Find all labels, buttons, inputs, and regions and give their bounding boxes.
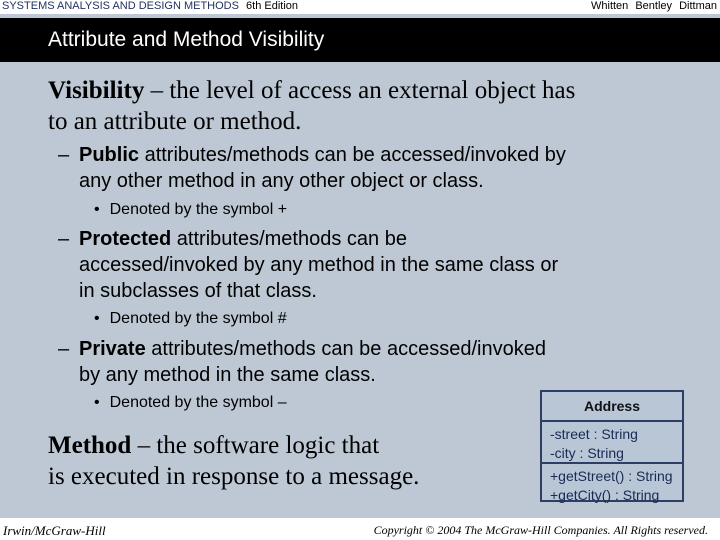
publisher: Irwin/McGraw-Hill bbox=[3, 523, 106, 538]
bullet-glyph: • bbox=[94, 201, 100, 218]
uml-operation: +getCity() : String bbox=[550, 487, 660, 503]
public-term: Public bbox=[79, 144, 140, 166]
book-edition: 6th Edition bbox=[246, 0, 299, 12]
public-item bbox=[58, 142, 678, 194]
protected-item bbox=[58, 226, 678, 304]
private-term: Private bbox=[79, 338, 146, 360]
bullet-glyph: • bbox=[94, 394, 100, 411]
uml-operations bbox=[542, 464, 682, 505]
book-authors: Whitten Bentley Dittman bbox=[591, 0, 717, 12]
method-text-line1: – the software logic that bbox=[131, 432, 380, 459]
protected-bullet bbox=[94, 309, 287, 329]
private-dash: – bbox=[58, 338, 70, 360]
private-text-line1: attributes/methods can be accessed/invoked bbox=[145, 338, 546, 360]
protected-text-line2: accessed/invoked by any method in the same class or bbox=[79, 254, 559, 276]
copyright: Copyright © 2004 The McGraw-Hill Companies. All Rights reserved. bbox=[373, 523, 708, 537]
bullet-glyph: • bbox=[94, 310, 100, 327]
public-bullet-text: Denoted by the symbol + bbox=[109, 201, 288, 218]
public-text-line1: attributes/methods can be accessed/invoked by bbox=[139, 144, 566, 166]
visibility-text-line2: to an attribute or method. bbox=[48, 108, 302, 135]
private-bullet bbox=[94, 393, 287, 413]
protected-dash: – bbox=[58, 228, 70, 250]
uml-class-name: Address bbox=[542, 392, 682, 422]
protected-text-line1: attributes/methods can be bbox=[171, 228, 407, 250]
private-item bbox=[58, 336, 678, 388]
header-bar bbox=[0, 0, 720, 14]
visibility-definition bbox=[48, 75, 668, 137]
slide-title: Attribute and Method Visibility bbox=[48, 28, 325, 51]
public-text-line2: any other method in any other object or class. bbox=[79, 170, 484, 192]
title-bar bbox=[0, 18, 720, 62]
private-text-line2: by any method in the same class. bbox=[79, 364, 376, 386]
method-text-line2: is executed in response to a message. bbox=[48, 463, 420, 490]
uml-attributes bbox=[542, 422, 682, 464]
uml-attribute: -street : String bbox=[550, 426, 638, 442]
visibility-term: Visibility bbox=[48, 77, 145, 104]
method-term: Method bbox=[48, 432, 132, 459]
uml-attribute: -city : String bbox=[550, 445, 624, 461]
book-title bbox=[2, 0, 298, 13]
visibility-text-line1: – the level of access an external object has bbox=[144, 77, 576, 104]
public-dash: – bbox=[58, 144, 70, 166]
uml-class-address bbox=[540, 390, 684, 502]
uml-operation: +getStreet() : String bbox=[550, 468, 673, 484]
slide-margin bbox=[690, 62, 720, 518]
private-bullet-text: Denoted by the symbol – bbox=[109, 394, 287, 411]
public-bullet bbox=[94, 200, 287, 220]
protected-term: Protected bbox=[79, 228, 172, 250]
protected-text-line3: in subclasses of that class. bbox=[79, 280, 317, 302]
book-name: SYSTEMS ANALYSIS AND DESIGN METHODS bbox=[2, 0, 239, 12]
footer-bar bbox=[0, 518, 720, 540]
protected-bullet-text: Denoted by the symbol # bbox=[109, 310, 287, 327]
method-definition bbox=[48, 430, 528, 492]
